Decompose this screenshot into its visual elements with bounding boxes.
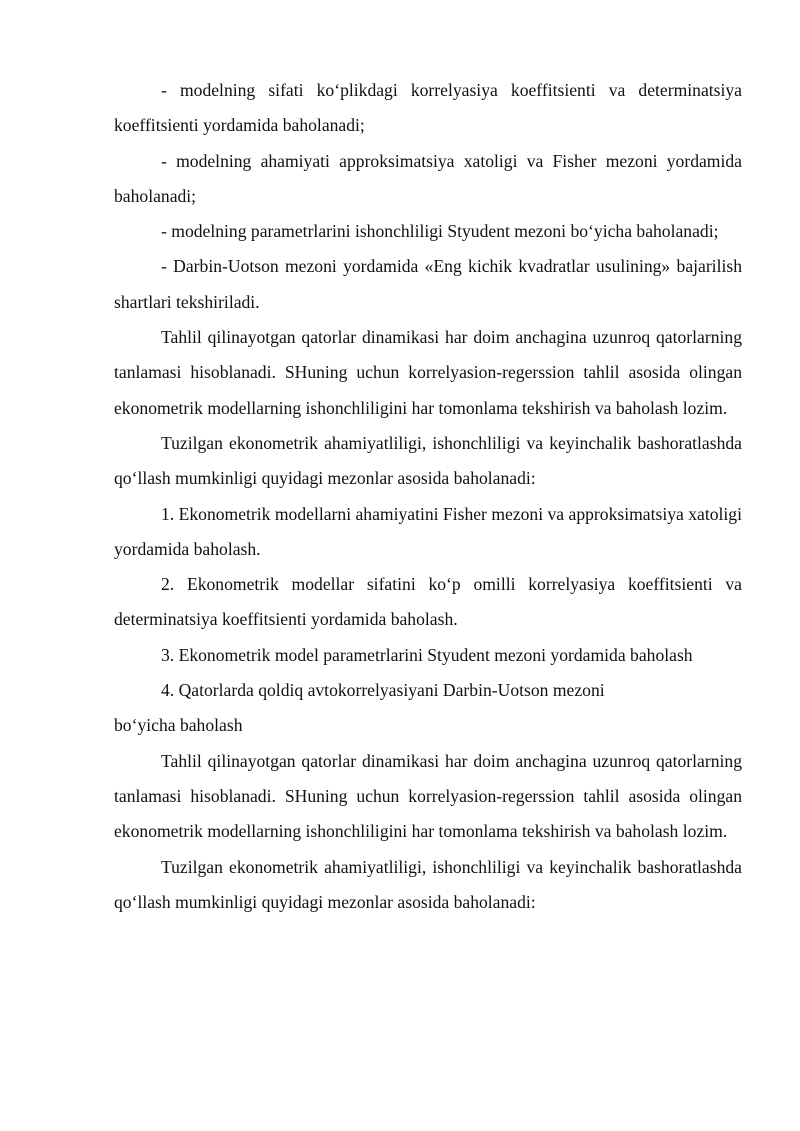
list-item-4-continuation: bo‘yicha baholash [114, 715, 243, 736]
list-item-4: 4. Qatorlarda qoldiq avtokorrelyasiyani Darbin-Uotson mezoni [161, 680, 605, 701]
list-item-1: 1. Ekonometrik modellarni ahamiyatini Fisher mezoni va approksimatsiya xatoligi yordamida baholash. [114, 503, 742, 559]
paragraph-bullet-significance: - modelning ahamiyati approksimatsiya xatoligi va Fisher mezoni yordamida baholanadi; [114, 150, 742, 206]
document-page [114, 73, 742, 920]
paragraph-criteria-intro-repeat: Tuzilgan ekonometrik ahamiyatliligi, ishonchliligi va keyinchalik bashoratlashda qo‘llash mumkinligi quyidagi mezonlar asosida baholanadi: [114, 856, 742, 912]
list-item-2: 2. Ekonometrik modellar sifatini ko‘p omilli korrelyasiya koeffitsienti va determinatsiya koeffitsienti yordamida baholash. [114, 574, 742, 630]
list-item-3: 3. Ekonometrik model parametrlarini Styudent mezoni yordamida baholash [161, 644, 693, 665]
paragraph-criteria-intro: Tuzilgan ekonometrik ahamiyatliligi, ishonchliligi va keyinchalik bashoratlashda qo‘llash mumkinligi quyidagi mezonlar asosida baholanadi: [114, 432, 742, 489]
paragraph-bullet-darbin-uotson: - Darbin-Uotson mezoni yordamida «Eng kichik kvadratlar usulining» bajarilish shartlari tekshiriladi. [114, 256, 742, 312]
paragraph-bullet-parameters: - modelning parametrlarini ishonchliligi Styudent mezoni bo‘yicha baholanadi; [161, 221, 719, 242]
paragraph-analysis-repeat: Tahlil qilinayotgan qatorlar dinamikasi har doim anchagina uzunroq qatorlarning tanlamasi hisoblanadi. SHuning uchun korrelyasion-regerssion tahlil asosida olingan ekonometrik modellarning ishonchliligini har tomonlama tekshirish va baholash lozim. [114, 750, 742, 842]
paragraph-bullet-quality: - modelning sifati ko‘plikdagi korrelyasiya koeffitsienti va determinatsiya koeffitsienti yordamida baholanadi; [114, 80, 742, 136]
paragraph-analysis: Tahlil qilinayotgan qatorlar dinamikasi har doim anchagina uzunroq qatorlarning tanlamasi hisoblanadi. SHuning uchun korrelyasion-regerssion tahlil asosida olingan ekonometrik modellarning ishonchliligini har tomonlama tekshirish va baholash lozim. [114, 327, 742, 418]
